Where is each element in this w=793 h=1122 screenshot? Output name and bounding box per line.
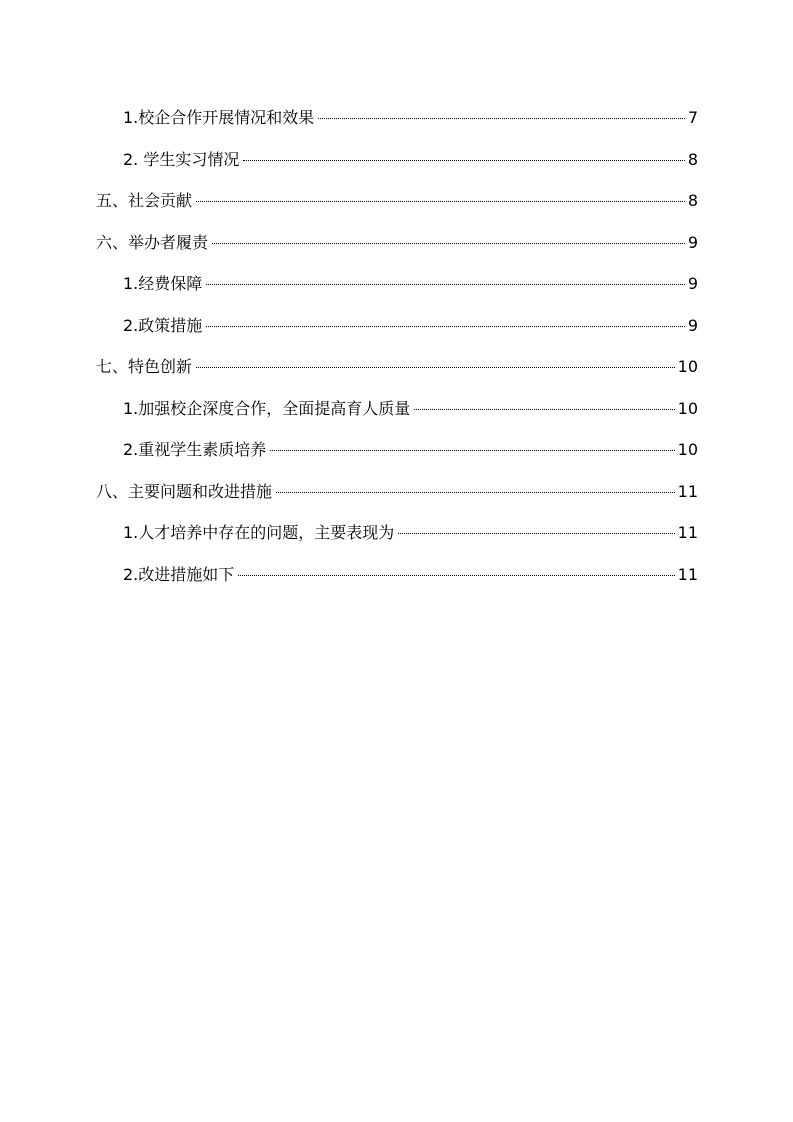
toc-entry[interactable] [123, 314, 698, 338]
toc-entry-label: 五、社会贡献 [96, 191, 193, 210]
toc-entry-label: 2.改进措施如下 [123, 565, 235, 584]
dot-leader [276, 492, 675, 493]
dot-leader [238, 575, 674, 576]
toc-entry[interactable] [96, 480, 698, 504]
toc-entry[interactable] [123, 438, 698, 462]
toc-entry[interactable] [96, 355, 698, 379]
toc-entry-page: 10 [677, 357, 698, 376]
dot-leader [414, 409, 674, 410]
dot-leader [318, 118, 685, 119]
toc-entry-page: 11 [677, 482, 698, 501]
toc-entry-page: 10 [677, 440, 698, 459]
dot-leader [212, 243, 685, 244]
toc-entry[interactable] [96, 189, 698, 213]
toc-entry-label: 1.校企合作开展情况和效果 [123, 108, 315, 127]
dot-leader [196, 367, 675, 368]
dot-leader [196, 201, 685, 202]
toc-entry-page: 11 [677, 565, 698, 584]
dot-leader [398, 533, 674, 534]
toc-entry-label: 1.经费保障 [123, 274, 203, 293]
toc-entry-page: 11 [677, 523, 698, 542]
toc-entry-label: 2. 学生实习情况 [123, 150, 240, 169]
toc-entry-page: 8 [687, 150, 698, 169]
toc-entry-label: 2.重视学生素质培养 [123, 440, 267, 459]
dot-leader [206, 326, 685, 327]
toc-entry-page: 9 [687, 233, 698, 252]
toc-entry-page: 9 [687, 274, 698, 293]
dot-leader [206, 284, 685, 285]
toc-entry-label: 六、举办者履责 [96, 233, 209, 252]
toc-entry-page: 8 [687, 191, 698, 210]
toc-entry-page: 9 [687, 316, 698, 335]
toc-entry-label: 七、特色创新 [96, 357, 193, 376]
toc-entry[interactable] [123, 521, 698, 545]
toc-entry-page: 7 [687, 108, 698, 127]
toc-entry[interactable] [123, 397, 698, 421]
toc-entry-page: 10 [677, 399, 698, 418]
toc-entry-label: 2.政策措施 [123, 316, 203, 335]
toc-entry-label: 八、主要问题和改进措施 [96, 482, 273, 501]
toc-entry[interactable] [96, 231, 698, 255]
toc-entry[interactable] [123, 272, 698, 296]
toc-entry-label: 1.人才培养中存在的问题，主要表现为 [123, 523, 395, 542]
toc-entry-label: 1.加强校企深度合作，全面提高育人质量 [123, 399, 411, 418]
toc-entry[interactable] [123, 148, 698, 172]
dot-leader [243, 160, 684, 161]
dot-leader [270, 450, 674, 451]
toc-entry[interactable] [123, 106, 698, 130]
toc-entry[interactable] [123, 563, 698, 587]
